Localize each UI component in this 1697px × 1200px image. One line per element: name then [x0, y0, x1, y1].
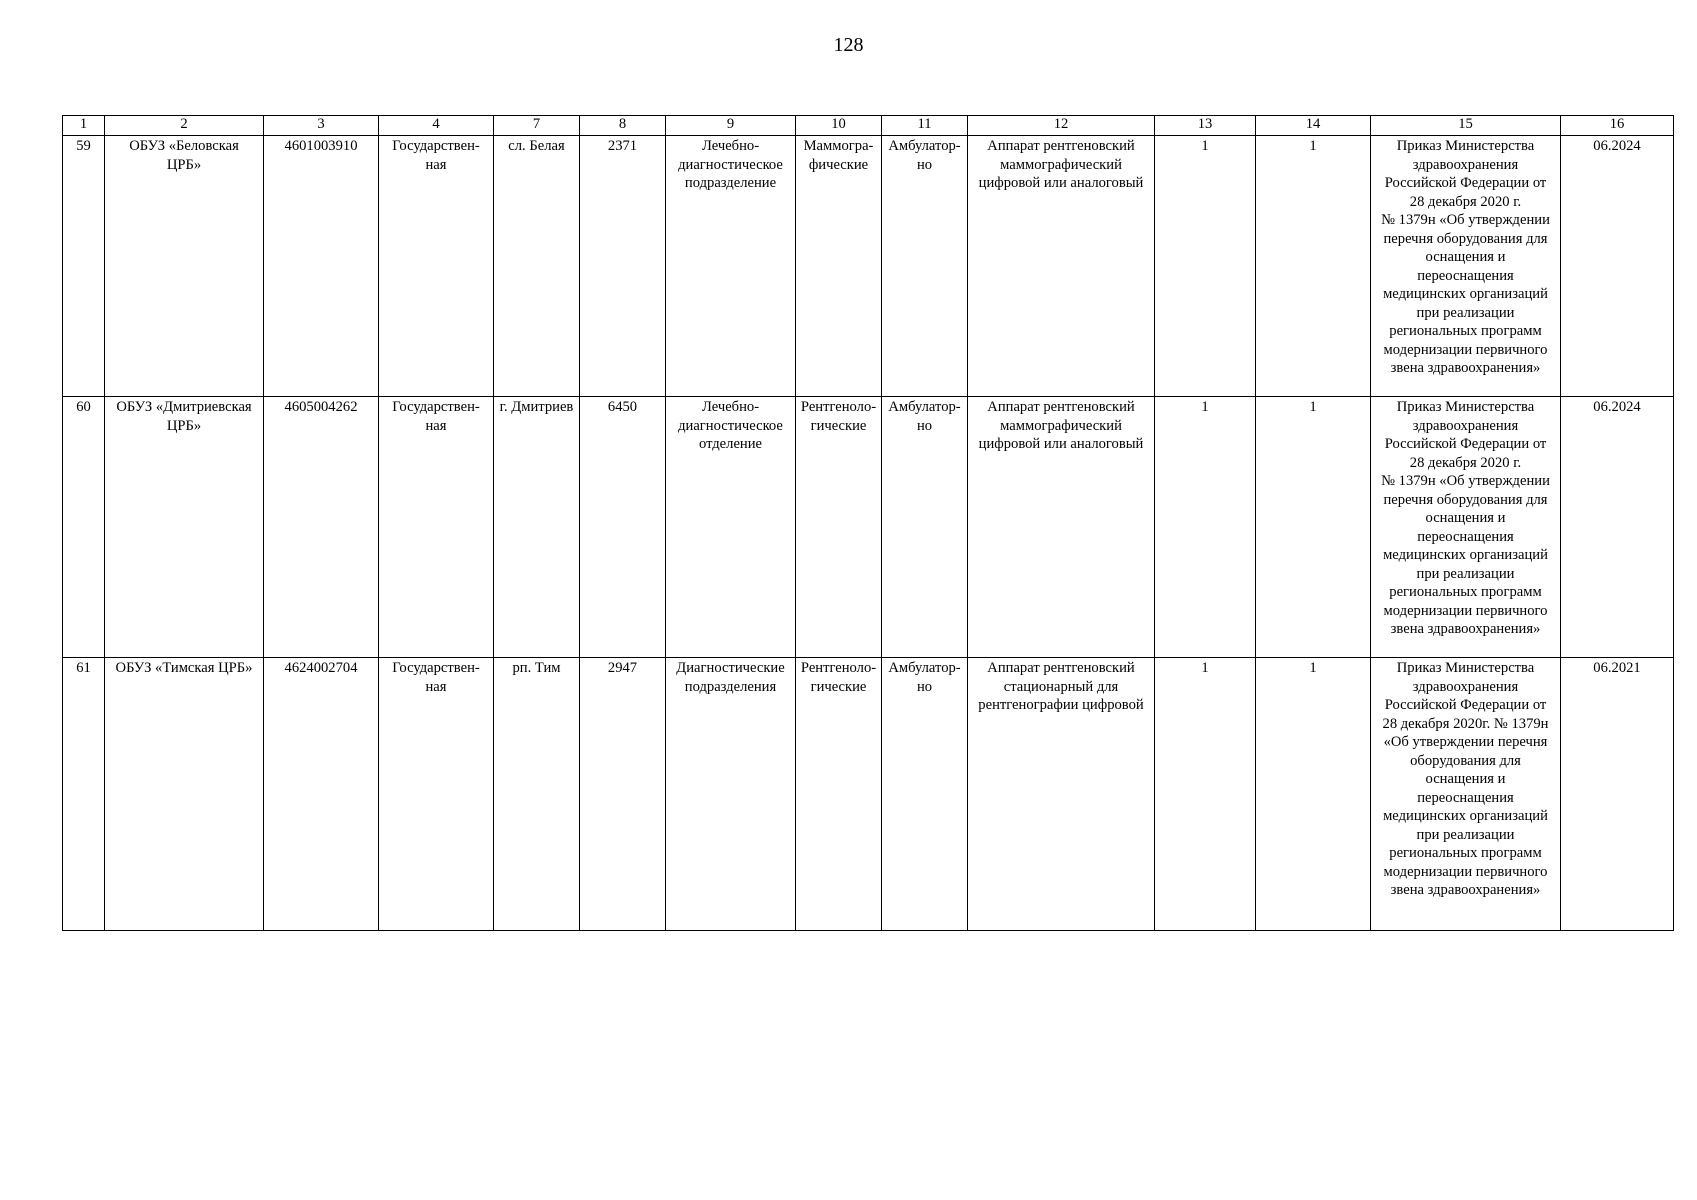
col-header: 11 — [882, 116, 968, 136]
table-header-row — [63, 116, 1674, 136]
row-number-cell: 61 — [63, 658, 105, 931]
code-cell: 2947 — [580, 658, 666, 931]
row-number-cell: 60 — [63, 397, 105, 658]
organization-cell: ОБУЗ «Дмитриевская ЦРБ» — [105, 397, 264, 658]
col-header: 4 — [379, 116, 494, 136]
unit-cell: Лечебно- диагностическое подразделение — [666, 136, 796, 397]
col-header: 3 — [264, 116, 379, 136]
basis-cell: Приказ Министерства здравоохранения Российской Федерации от 28 декабря 2020 г. № 1379н «Об утверждении перечня оборудования для оснащения и переоснащения медицинских организаций при реализации региональных программ модернизации первичного звена здравоохранения» — [1371, 136, 1561, 397]
col-header: 8 — [580, 116, 666, 136]
quantity-cell: 1 — [1256, 136, 1371, 397]
profile-cell: Рентгеноло- гические — [796, 397, 882, 658]
table-row — [63, 658, 1674, 931]
care-form-cell: Амбулатор- но — [882, 136, 968, 397]
col-header: 2 — [105, 116, 264, 136]
date-cell: 06.2024 — [1561, 397, 1674, 658]
col-header: 1 — [63, 116, 105, 136]
quantity-cell: 1 — [1155, 136, 1256, 397]
inn-cell: 4601003910 — [264, 136, 379, 397]
code-cell: 6450 — [580, 397, 666, 658]
ownership-cell: Государствен- ная — [379, 397, 494, 658]
equipment-table — [62, 115, 1674, 931]
date-cell: 06.2024 — [1561, 136, 1674, 397]
ownership-cell: Государствен- ная — [379, 136, 494, 397]
col-header: 15 — [1371, 116, 1561, 136]
care-form-cell: Амбулатор- но — [882, 397, 968, 658]
inn-cell: 4605004262 — [264, 397, 379, 658]
quantity-cell: 1 — [1155, 397, 1256, 658]
locality-cell: г. Дмитриев — [494, 397, 580, 658]
col-header: 16 — [1561, 116, 1674, 136]
code-cell: 2371 — [580, 136, 666, 397]
locality-cell: рп. Тим — [494, 658, 580, 931]
ownership-cell: Государствен- ная — [379, 658, 494, 931]
unit-cell: Диагностические подразделения — [666, 658, 796, 931]
quantity-cell: 1 — [1256, 397, 1371, 658]
profile-cell: Маммогра- фические — [796, 136, 882, 397]
col-header: 13 — [1155, 116, 1256, 136]
col-header: 12 — [968, 116, 1155, 136]
organization-cell: ОБУЗ «Тимская ЦРБ» — [105, 658, 264, 931]
basis-cell: Приказ Министерства здравоохранения Российской Федерации от 28 декабря 2020 г. № 1379н «Об утверждении перечня оборудования для оснащения и переоснащения медицинских организаций при реализации региональных программ модернизации первичного звена здравоохранения» — [1371, 397, 1561, 658]
table-row — [63, 397, 1674, 658]
equipment-cell: Аппарат рентгеновский стационарный для рентгенографии цифровой — [968, 658, 1155, 931]
quantity-cell: 1 — [1256, 658, 1371, 931]
locality-cell: сл. Белая — [494, 136, 580, 397]
col-header: 14 — [1256, 116, 1371, 136]
quantity-cell: 1 — [1155, 658, 1256, 931]
row-number-cell: 59 — [63, 136, 105, 397]
unit-cell: Лечебно- диагностическое отделение — [666, 397, 796, 658]
care-form-cell: Амбулатор- но — [882, 658, 968, 931]
page-number: 128 — [833, 34, 864, 56]
table-row — [63, 136, 1674, 397]
col-header: 9 — [666, 116, 796, 136]
profile-cell: Рентгеноло- гические — [796, 658, 882, 931]
col-header: 7 — [494, 116, 580, 136]
basis-cell: Приказ Министерства здравоохранения Российской Федерации от 28 декабря 2020г. № 1379н «Об утверждении перечня оборудования для оснащения и переоснащения медицинских организаций при реализации региональных программ модернизации первичного звена здравоохранения» — [1371, 658, 1561, 931]
organization-cell: ОБУЗ «Беловская ЦРБ» — [105, 136, 264, 397]
equipment-cell: Аппарат рентгеновский маммографический цифровой или аналоговый — [968, 136, 1155, 397]
date-cell: 06.2021 — [1561, 658, 1674, 931]
inn-cell: 4624002704 — [264, 658, 379, 931]
col-header: 10 — [796, 116, 882, 136]
equipment-cell: Аппарат рентгеновский маммографический цифровой или аналоговый — [968, 397, 1155, 658]
